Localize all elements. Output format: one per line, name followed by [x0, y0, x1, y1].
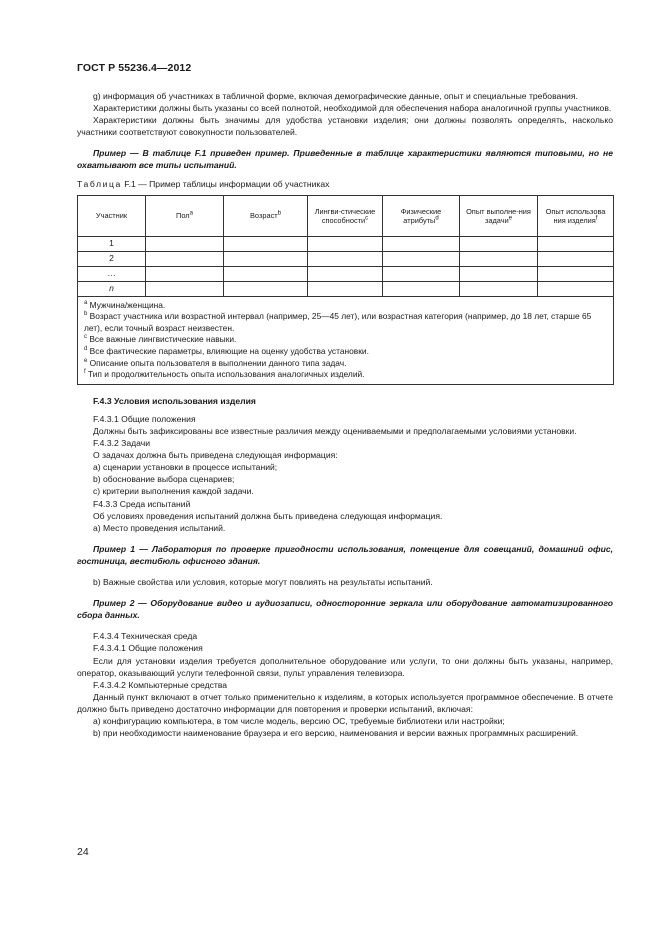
paragraph: Данный пункт включают в отчет только применительно к изделиям, в которых используется программное обеспечение. В отчете должно быть приведено достаточно информации для повторения и проверки испытаний, включая: — [77, 691, 613, 714]
table-notes — [78, 296, 614, 384]
paragraph: Об условиях проведения испытаний должна быть приведена следующая информация. — [93, 510, 443, 521]
table-caption-prefix: Таблица — [77, 178, 122, 189]
table-row: 2 — [78, 251, 614, 266]
paragraph: Если для установки изделия требуется дополнительное оборудование или услуги, то они должны быть указаны, например, оператор, оказывающий услуги телефонной связи, пульт управления телевизора. — [77, 655, 613, 678]
paragraph: О задачах должна быть приведена следующая информация: — [93, 450, 338, 461]
header-task-experience: Опыт выполне-ния задачи$^e$ — [460, 195, 538, 236]
table-caption-text: F.1 — Пример таблицы информации об участниках — [121, 178, 330, 189]
page-number: 24 — [77, 846, 89, 858]
subsection-heading: F.4.3.2 Задачи — [93, 438, 151, 449]
paragraph: Характеристики должны быть значимы для удобства установки изделия; они должны позволять определять, насколько участники соответствуют совокупности пользователей. — [77, 115, 613, 138]
list-item: b) Важные свойства или условия, которые могут повлиять на результаты испытаний. — [93, 577, 433, 588]
header-product-experience: Опыт использова ния изделия$^f$ — [538, 195, 614, 236]
list-item: b) при необходимости наименование браузера и его версию, наименования и версии важных программных расширений. — [93, 728, 579, 739]
header-linguistic: Лингви-стические способности$^c$ — [308, 195, 383, 236]
table-row: … — [78, 266, 614, 281]
list-item: b) обоснование выбора сценариев; — [93, 474, 235, 485]
paragraph: Должны быть зафиксированы все известные различия между оцениваемыми и предполагаемыми условиями установки. — [93, 426, 577, 436]
list-item: а) конфигурацию компьютера, в том числе модель, версию ОС, требуемые библиотеки или настройки; — [93, 715, 505, 726]
header-age: Возраст$^b$ — [224, 195, 308, 236]
subsection-heading: F.4.3.4 Техническая среда — [93, 631, 198, 642]
doc-header: ГОСТ Р 55236.4—2012 — [77, 62, 192, 74]
table-row: n — [78, 281, 614, 296]
table-note: $^a$ Мужчина/женщина. — [84, 299, 166, 310]
table-notes-row — [78, 296, 614, 384]
table-note: $^e$ Описание опыта пользователя в выполнении данного типа задач. — [84, 357, 347, 368]
page-content — [77, 90, 613, 739]
paragraph: Характеристики должны быть указаны со всей полнотой, необходимой для обеспечения набора аналогичной группы участников. — [93, 103, 612, 114]
participants-table — [77, 195, 614, 385]
example-note: Пример 1 — Лаборатория по проверке пригодности использования, помещение для совещаний, домашний офис, гостиница, вестибюль офисного здания. — [77, 543, 613, 566]
subsection-heading: F.4.3.4.1 Общие положения — [93, 643, 203, 654]
subsection-heading: F4.3.3 Среда испытаний — [93, 498, 191, 509]
subsection-heading: F.4.3.4.2 Компьютерные средства — [93, 679, 228, 690]
header-physical: Физические атрибуты$^d$ — [383, 195, 460, 236]
subsection-heading: F.4.3.1 Общие положения — [93, 413, 196, 424]
list-item: а) сценарии установки в процессе испытаний; — [93, 462, 278, 473]
table-note: $^f$ Тип и продолжительность опыта использования аналогичных изделий. — [84, 369, 365, 380]
header-sex: Пол$^a$ — [146, 195, 224, 236]
table-note: $^c$ Все важные лингвистические навыки. — [84, 334, 237, 345]
table-caption — [77, 178, 613, 190]
section-heading: F.4.3 Условия использования изделия — [93, 395, 256, 406]
paragraph: g) информация об участниках в табличной форме, включая демографические данные, опыт и специальные требования. — [93, 91, 578, 101]
table-row: 1 — [78, 236, 614, 251]
list-item: а) Место проведения испытаний. — [93, 522, 226, 533]
list-item: с) критерии выполнения каждой задачи. — [93, 486, 254, 497]
table-note: $^d$ Все фактические параметры, влияющие на оценку удобства установки. — [84, 346, 369, 357]
table-note: $^b$ Возраст участника или возрастной интервал (например, 25—45 лет), или возрастная категория (например, до 18 лет, старше 65 лет), если точный возраст неизвестен. — [84, 311, 592, 333]
header-participant: Участник — [78, 195, 146, 236]
example-note: Пример — В таблице F.1 приведен пример. Приведенные в таблице характеристики являются типовыми, но не охватывают все типы испытаний. — [77, 148, 613, 171]
table-header-row — [78, 195, 614, 236]
example-note: Пример 2 — Оборудование видео и аудиозаписи, односторонние зеркала или оборудование автоматизированного сбора данных. — [77, 598, 613, 621]
